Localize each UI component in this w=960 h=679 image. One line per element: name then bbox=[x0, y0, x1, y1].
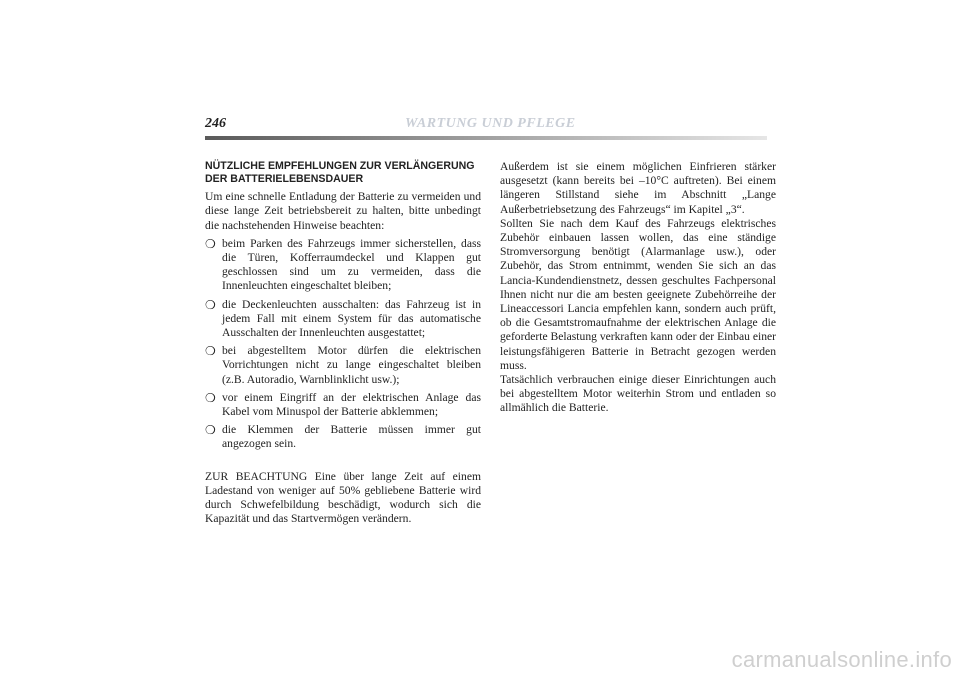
list-item-text: beim Parken des Fahrzeugs immer sicherstellen, dass die Türen, Kofferraumdeckel und Klappen gut geschlossen sind um zu vermeiden, dass die Innenleuchten eingeschaltet bleiben; bbox=[222, 236, 481, 293]
page-header bbox=[205, 116, 765, 138]
circle-bullet-icon: ❍ bbox=[205, 390, 216, 405]
circle-bullet-icon: ❍ bbox=[205, 297, 216, 312]
paragraph-freezing: Außerdem ist sie einem möglichen Einfrieren stärker ausgesetzt (kann bereits bei –10°C auftreten). Bei einem längeren Stillstand siehe im Abschnitt „Lange Außerbetriebsetzung des Fahrzeugs“ im Kapitel „3“. bbox=[500, 160, 776, 216]
circle-bullet-icon: ❍ bbox=[205, 344, 216, 359]
paragraph-consumption: Tatsächlich verbrauchen einige dieser Einrichtungen auch bei abgestelltem Motor weiterhin Strom und entladen so allmählich die Batterie. bbox=[500, 373, 776, 415]
list-item bbox=[205, 391, 481, 419]
watermark: carmanualsonline.info bbox=[731, 647, 952, 672]
list-item bbox=[205, 298, 481, 341]
intro-paragraph: Um eine schnelle Entladung der Batterie zu vermeiden und diese lange Zeit betriebsbereit zu halten, bitte unbedingt die nachstehenden Hinweise beachten: bbox=[205, 190, 481, 232]
circle-bullet-icon: ❍ bbox=[205, 236, 216, 251]
recommendation-list bbox=[205, 237, 481, 452]
section-heading: NÜTZLICHE EMPFEHLUNGEN ZUR VERLÄNGERUNG DER BATTERIELEBENSDAUER bbox=[205, 160, 475, 185]
list-item bbox=[205, 423, 481, 451]
list-item bbox=[205, 344, 481, 387]
list-item-text: bei abgestelltem Motor dürfen die elektrischen Vorrichtungen nicht zu lange eingeschaltet bleiben (z.B. Autoradio, Warnblinklicht usw.); bbox=[222, 344, 481, 386]
header-rule bbox=[205, 136, 767, 140]
page-number: 246 bbox=[205, 116, 226, 131]
circle-bullet-icon: ❍ bbox=[205, 423, 216, 438]
left-column bbox=[205, 160, 481, 526]
list-item-text: die Klemmen der Batterie müssen immer gut angezogen sein. bbox=[222, 423, 481, 451]
right-column bbox=[500, 160, 776, 416]
list-item-text: vor einem Eingriff an der elektrischen Anlage das Kabel vom Minuspol der Batterie abklemmen; bbox=[222, 390, 481, 419]
note-paragraph: ZUR BEACHTUNG Eine über lange Zeit auf einem Ladestand von weniger auf 50% gebliebene Batterie wird durch Schwefelbildung beschädigt, wodurch sich die Kapazität und das Startvermögen verändern. bbox=[205, 469, 481, 526]
paragraph-accessories: Sollten Sie nach dem Kauf des Fahrzeugs elektrisches Zubehör einbauen lassen wollen, das eine ständige Stromversorgung benötigt (Alarmanlage usw.), oder Zubehör, das Strom entnimmt, wenden Sie sich an das Lancia-Kundendienstnetz, dessen geschultes Fachpersonal Ihnen nicht nur die am besten geeignete Zubehörreihe der Lineaccessori Lancia empfehlen kann, sondern auch prüft, ob die Gesamtstromaufnahme der elektrischen Anlage die geforderte Belastung verkraften kann oder der Einbau einer leistungsfähigeren Batterie in Betracht gezogen werden muss. bbox=[500, 216, 776, 372]
section-title: WARTUNG UND PFLEGE bbox=[405, 116, 576, 131]
list-item bbox=[205, 237, 481, 294]
list-item-text: die Deckenleuchten ausschalten: das Fahrzeug ist in jedem Fall mit einem System für das automatische Ausschalten der Innenleuchten ausgestattet; bbox=[222, 297, 481, 340]
